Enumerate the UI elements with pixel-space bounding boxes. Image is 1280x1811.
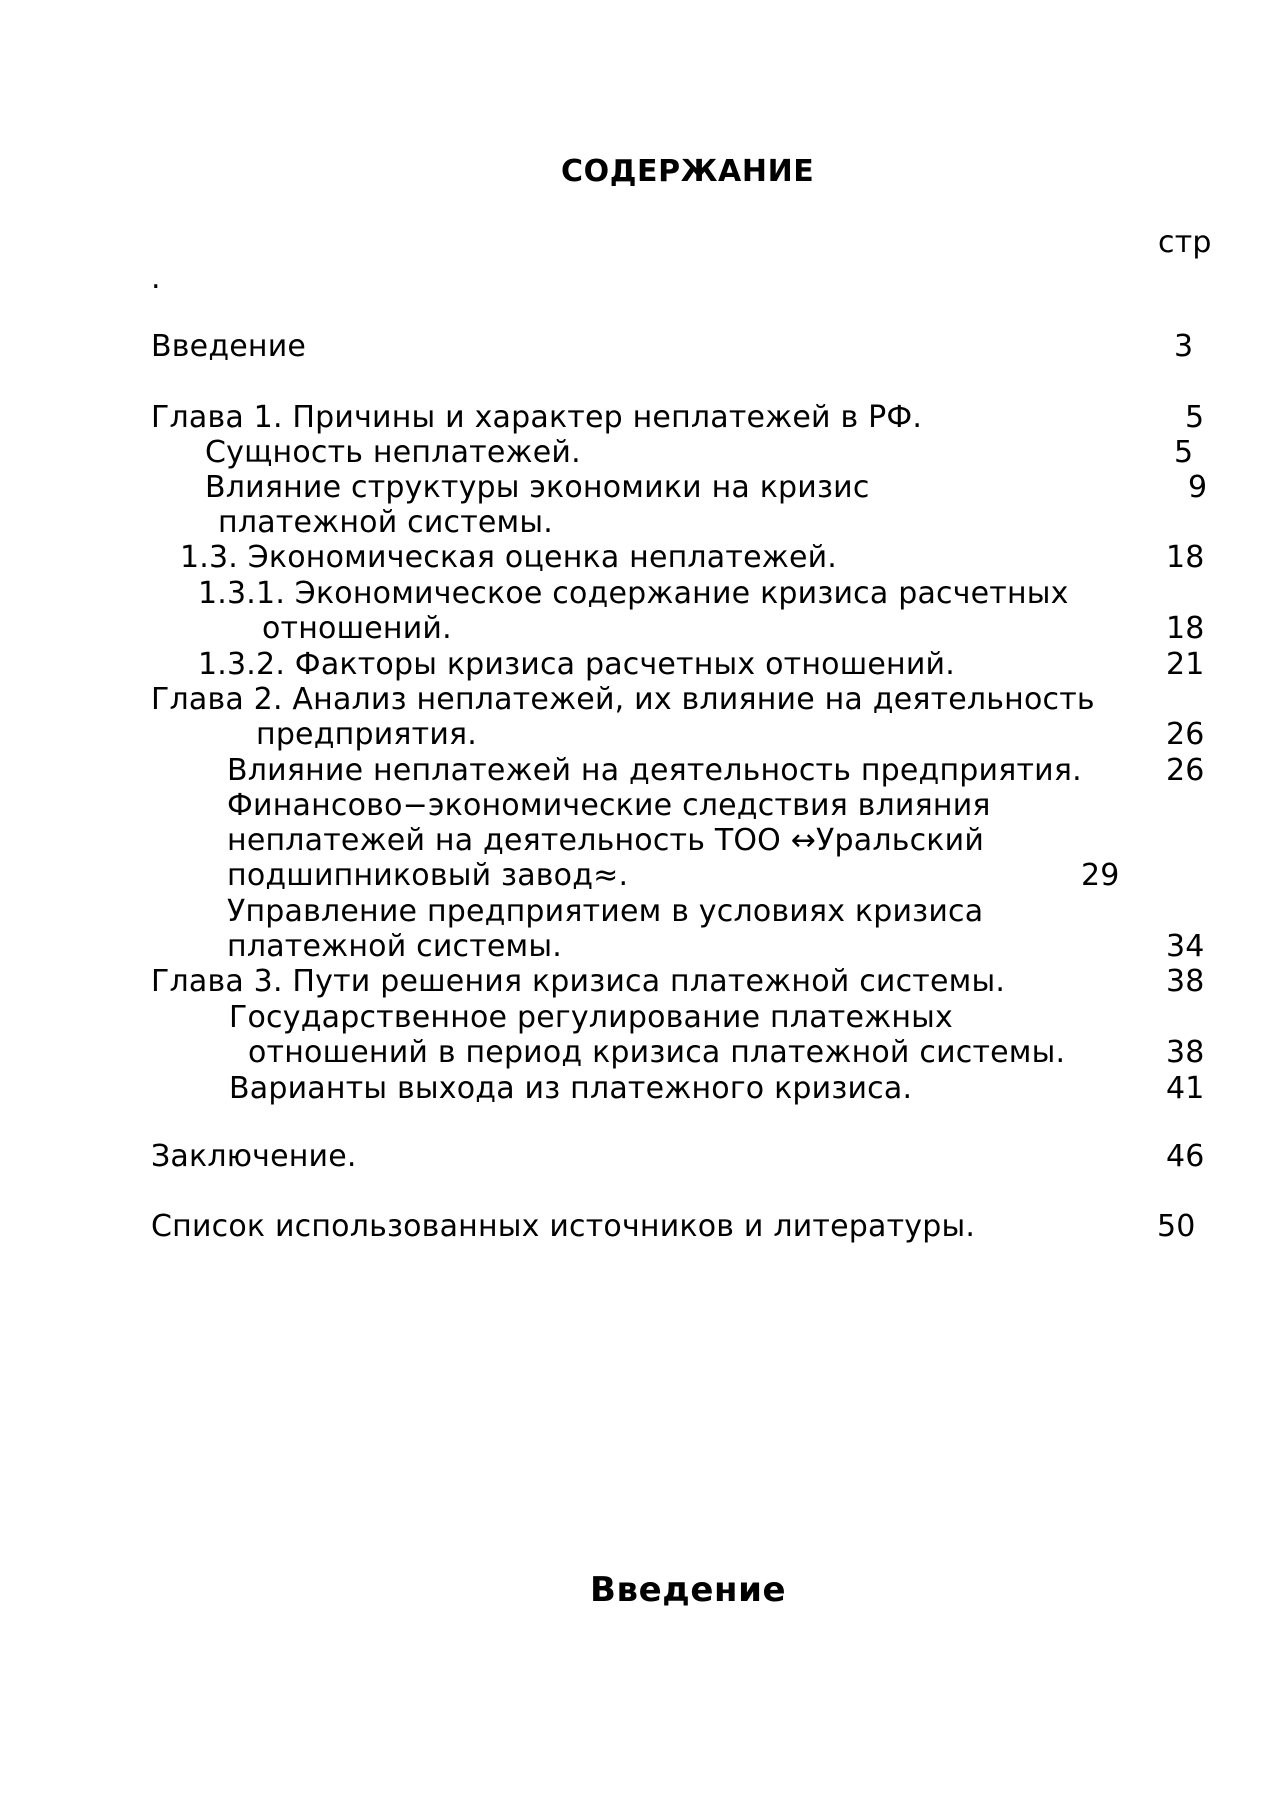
toc-entry-label-continued: платежной системы. <box>218 505 554 540</box>
toc-entry-label: Варианты выхода из платежного кризиса. <box>229 1071 913 1106</box>
toc-entry-label: 1.3. Экономическая оценка неплатежей. <box>180 540 838 575</box>
toc-entry-label-continued: неплатежей на деятельность ТОО ↔Уральский <box>227 823 985 858</box>
toc-entry-page: 41 <box>1166 1071 1205 1106</box>
toc-entry-label: Государственное регулирование платежных <box>229 1000 953 1035</box>
toc-entry-label-continued: отношений в период кризиса платежной системы. <box>248 1035 1066 1070</box>
toc-entry-label: Финансово−экономические следствия влияния <box>227 788 991 823</box>
toc-entry-label: 1.3.1. Экономическое содержание кризиса расчетных <box>198 576 1069 611</box>
toc-entry-label: Глава 3. Пути решения кризиса платежной системы. <box>151 964 1006 999</box>
page-column-label-dot: . <box>151 261 161 296</box>
toc-title: СОДЕРЖАНИЕ <box>561 154 815 189</box>
toc-entry-page: 26 <box>1166 717 1205 752</box>
toc-entry-label: Введение <box>151 329 307 364</box>
toc-entry-label: Список использованных источников и литературы. <box>151 1209 976 1244</box>
toc-entry-page: 5 <box>1185 400 1205 435</box>
toc-entry-label-continued: отношений. <box>262 611 452 646</box>
page-column-label: стр <box>1158 225 1212 260</box>
toc-entry-label: Глава 1. Причины и характер неплатежей в РФ. <box>151 400 923 435</box>
toc-entry-page: 46 <box>1166 1139 1205 1174</box>
toc-entry-page: 34 <box>1166 929 1205 964</box>
toc-entry-label: Влияние неплатежей на деятельность предприятия. <box>227 753 1082 788</box>
toc-entry-page: 18 <box>1166 611 1205 646</box>
section-heading: Введение <box>590 1570 787 1610</box>
toc-entry-page: 38 <box>1166 964 1205 999</box>
toc-entry-page: 50 <box>1157 1209 1196 1244</box>
toc-entry-page: 38 <box>1166 1035 1205 1070</box>
toc-entry-page: 29 <box>1081 858 1120 893</box>
toc-entry-page: 9 <box>1188 470 1208 505</box>
toc-entry-label-continued: подшипниковый завод≈. <box>227 858 629 893</box>
toc-entry-label: Влияние структуры экономики на кризис <box>205 470 870 505</box>
toc-entry-page: 18 <box>1166 540 1205 575</box>
toc-entry-page: 3 <box>1174 329 1194 364</box>
toc-entry-label: Сущность неплатежей. <box>205 435 581 470</box>
toc-entry-label-continued: предприятия. <box>256 717 478 752</box>
toc-entry-label: Заключение. <box>151 1139 357 1174</box>
toc-entry-page: 26 <box>1166 753 1205 788</box>
toc-entry-page: 5 <box>1174 435 1194 470</box>
toc-entry-label: Управление предприятием в условиях кризиса <box>227 894 984 929</box>
toc-entry-label: 1.3.2. Факторы кризиса расчетных отношений. <box>198 647 955 682</box>
toc-entry-page: 21 <box>1166 647 1205 682</box>
toc-entry-label-continued: платежной системы. <box>227 929 563 964</box>
toc-entry-label: Глава 2. Анализ неплатежей, их влияние на деятельность <box>151 682 1095 717</box>
